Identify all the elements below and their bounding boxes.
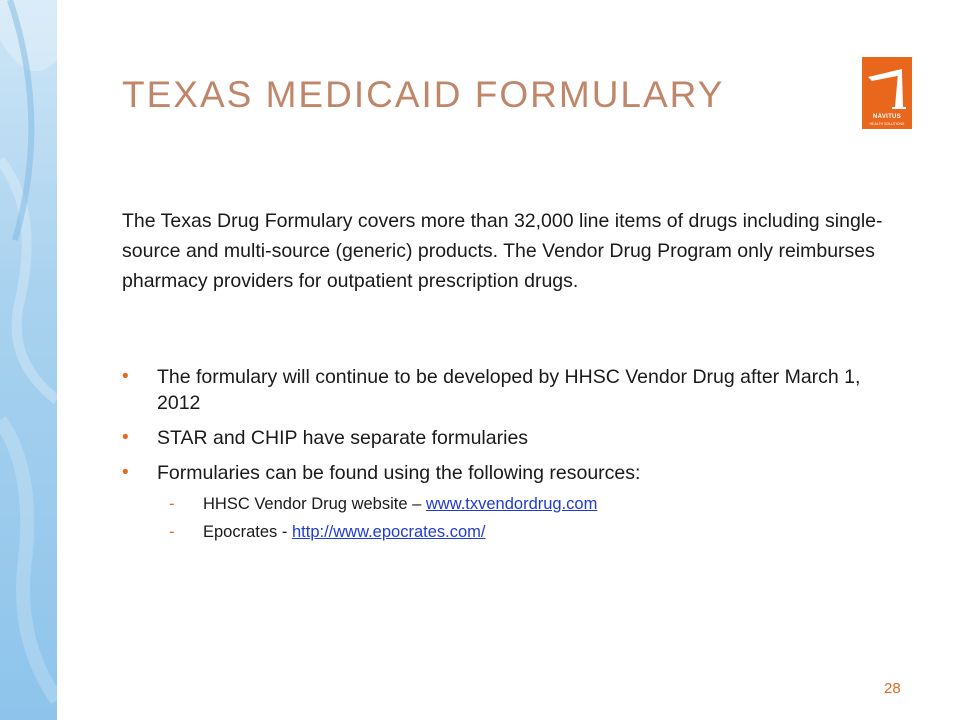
page-number: 28 xyxy=(884,680,901,697)
resource-label: Epocrates - xyxy=(203,523,292,541)
list-item xyxy=(122,460,892,486)
slide-title: TEXAS MEDICAID FORMULARY xyxy=(122,74,725,115)
resource-item-vendor-drug xyxy=(122,493,892,515)
dash-icon: - xyxy=(169,523,175,541)
bullet-icon: • xyxy=(122,462,129,483)
navitus-logo xyxy=(862,57,912,129)
resource-item-epocrates xyxy=(122,521,892,543)
bullet-icon: • xyxy=(122,366,129,387)
logo-mark-icon xyxy=(862,63,912,113)
side-wave-pattern xyxy=(0,0,57,720)
bullet-text: STAR and CHIP have separate formularies xyxy=(157,427,529,449)
list-item xyxy=(122,425,892,451)
txvendordrug-link[interactable]: www.txvendordrug.com xyxy=(425,495,598,513)
intro-paragraph: The Texas Drug Formulary covers more than 32,000 line items of drugs including single-source and multi-source (generic) products. The Vendor Drug Program only reimburses pharmacy providers for outpatient prescription drugs. xyxy=(122,210,883,292)
logo-name: NAVITUS xyxy=(873,114,901,120)
epocrates-link[interactable]: http://www.epocrates.com/ xyxy=(291,523,486,541)
list-item xyxy=(122,364,892,416)
side-decoration-band xyxy=(0,0,57,720)
bullet-list xyxy=(122,364,892,551)
bullet-text: Formularies can be found using the following resources: xyxy=(157,462,641,484)
resource-label: HHSC Vendor Drug website – xyxy=(203,495,426,513)
logo-subtitle: HEALTH SOLUTIONS xyxy=(869,122,905,126)
bullet-text: The formulary will continue to be developed by HHSC Vendor Drug after March 1, 2012 xyxy=(157,366,861,414)
bullet-icon: • xyxy=(122,427,129,448)
dash-icon: - xyxy=(169,495,175,513)
